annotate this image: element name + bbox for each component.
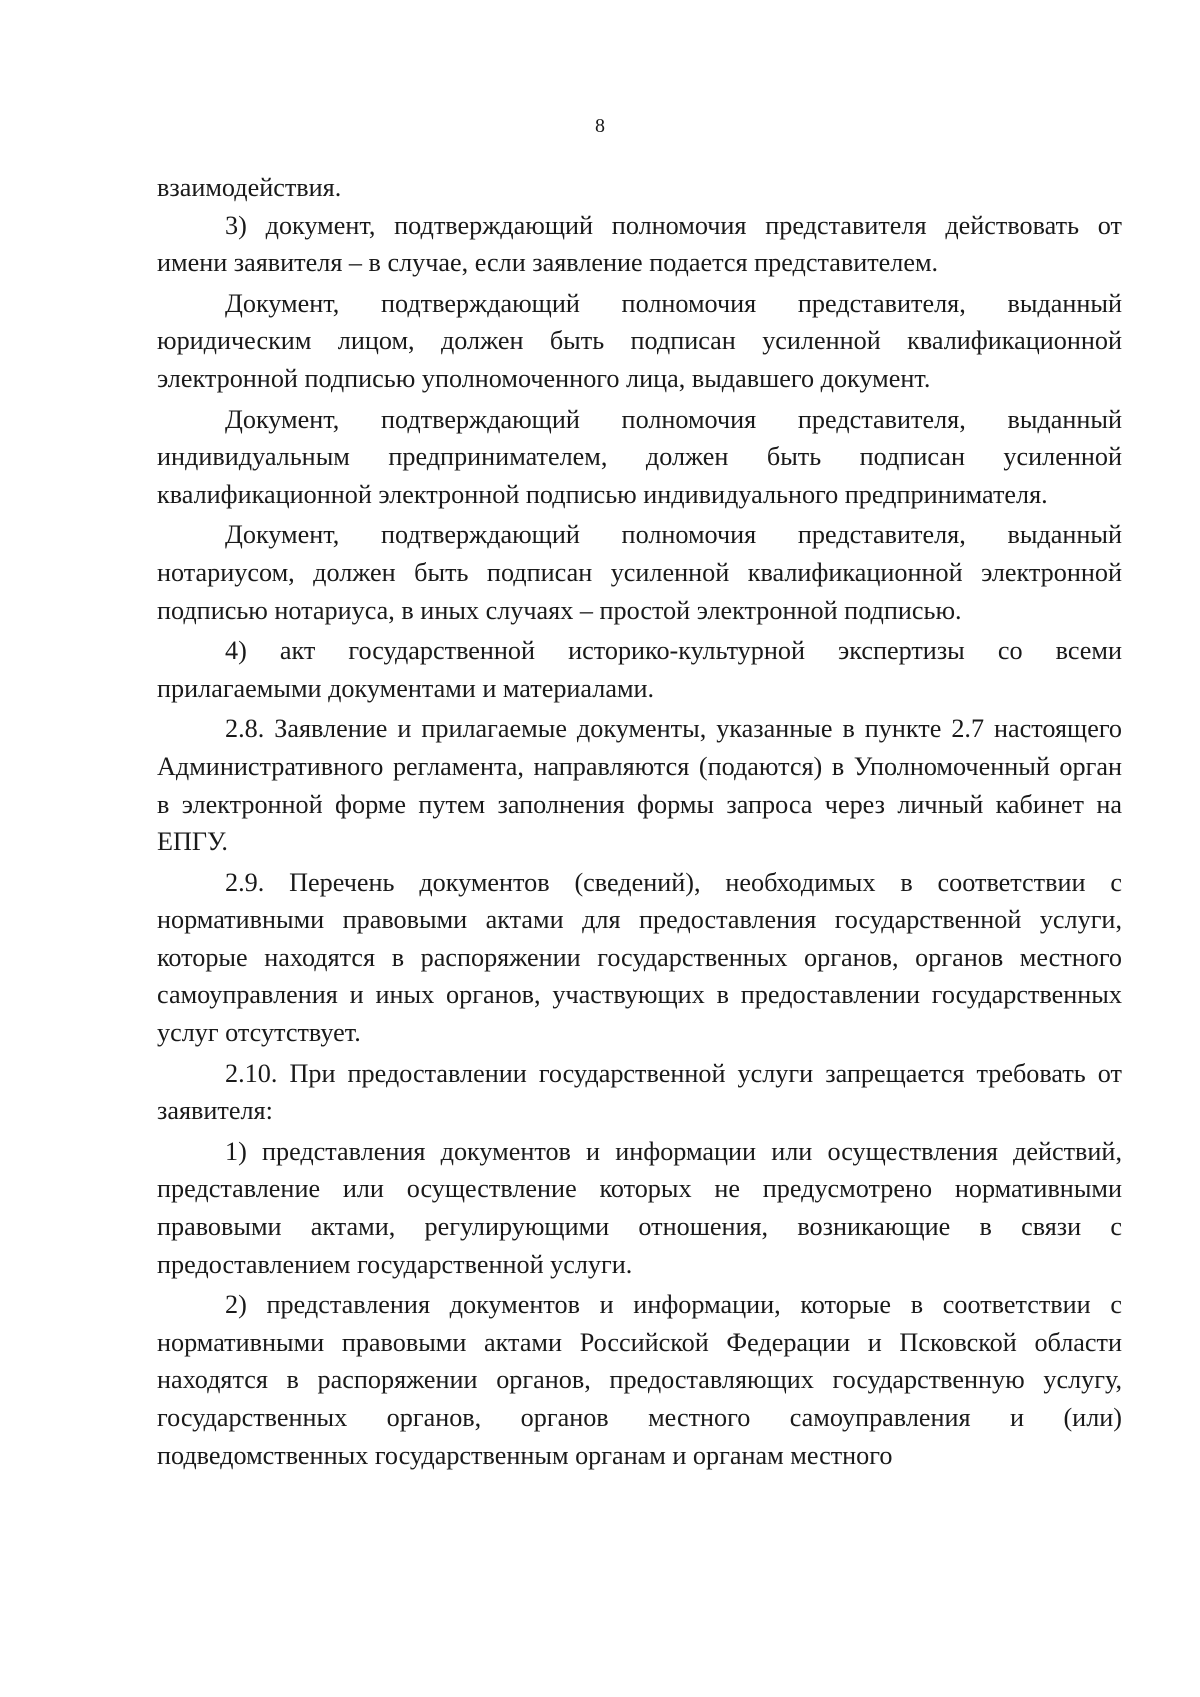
- paragraph-item-4: 4) акт государственной историко-культурной экспертизы со всеми прилагаемыми документами и материалами.: [157, 636, 1122, 703]
- paragraph-2-10-item-2: 2) представления документов и информации, которые в соответствии с нормативными правовыми актами Российской Федерации и Псковской области находятся в распоряжении органов, предоставляющих государственную услугу, государственных органов, органов местного самоуправления и (или) подведомственных государственным органам и органам местного: [157, 1290, 1122, 1470]
- page-number: 8: [595, 115, 605, 137]
- paragraph-2-8: 2.8. Заявление и прилагаемые документы, указанные в пункте 2.7 настоящего Административного регламента, направляются (подаются) в Уполномоченный орган в электронной форме путем заполнения формы запроса через личный кабинет на ЕПГУ.: [157, 714, 1122, 857]
- paragraph-legal-entity: Документ, подтверждающий полномочия представителя, выданный юридическим лицом, должен быть подписан усиленной квалификационной электронной подписью уполномоченного лица, выдавшего документ.: [157, 288, 1122, 393]
- paragraph-2-10-item-1: 1) представления документов и информации или осуществления действий, представление или осуществление которых не предусмотрено нормативными правовыми актами, регулирующими отношения, возникающие в связи с предоставлением государственной услуги.: [157, 1136, 1122, 1279]
- paragraph-notary: Документ, подтверждающий полномочия представителя, выданный нотариусом, должен быть подписан усиленной квалификационной электронной подписью нотариуса, в иных случаях – простой электронной подписью.: [157, 520, 1122, 625]
- document-body: [157, 169, 1122, 1474]
- paragraph-entrepreneur: Документ, подтверждающий полномочия представителя, выданный индивидуальным предпринимателем, должен быть подписан усиленной квалификационной электронной подписью индивидуального предпринимателя.: [157, 404, 1122, 509]
- paragraph-2-10: 2.10. При предоставлении государственной услуги запрещается требовать от заявителя:: [157, 1058, 1122, 1126]
- paragraph-item-3: 3) документ, подтверждающий полномочия представителя действовать от имени заявителя – в случае, если заявление подается представителем.: [157, 210, 1122, 278]
- paragraph-continuation: взаимодействия.: [157, 173, 342, 202]
- paragraph-2-9: 2.9. Перечень документов (сведений), необходимых в соответствии с нормативными правовыми актами для предоставления государственной услуги, которые находятся в распоряжении государственных органов, органов местного самоуправления и иных органов, участвующих в предоставлении государственных услуг отсутствует.: [157, 867, 1122, 1048]
